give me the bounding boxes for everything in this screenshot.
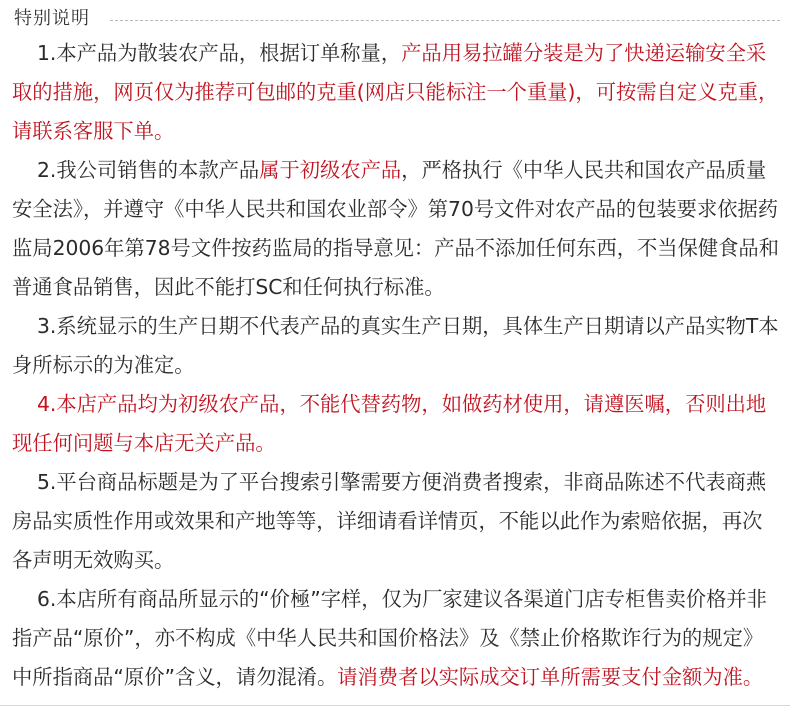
notice-body bbox=[12, 34, 782, 697]
paragraph-6-segment-1: 6.本店所有商品所显示的“价極”字样，仅为厂家建议各渠道门店专柜售卖价格并非指产品“原价”，亦不构成《中华人民共和国价格法》及《禁止价格欺诈行为的规定》中所指商品“原价”含义，请勿混淆。 bbox=[12, 587, 767, 689]
paragraph-1-segment-1: 1.本产品为散装农产品，根据订单称量， bbox=[37, 41, 402, 65]
paragraph-4-highlight: 4.本店产品均为初级农产品，不能代替药物，如做药材使用，请遵医嘱，否则出地现任何问题与本店无关产品。 bbox=[12, 392, 767, 455]
paragraph-6-highlight: 请消费者以实际成交订单所需要支付金额为准。 bbox=[337, 665, 764, 689]
notice-paragraph-4 bbox=[12, 385, 782, 463]
notice-paragraph-6 bbox=[12, 580, 782, 697]
paragraph-3-segment-1: 3.系统显示的生产日期不代表产品的真实生产日期，具体生产日期请以产品实物T本身所标示的为准定。 bbox=[12, 314, 779, 377]
paragraph-5-segment-1: 5.平台商品标题是为了平台搜索引擎需要方便消费者搜索，非商品陈述不代表商燕房品实质性作用或效果和产地等等，详细请看详情页，不能以此作为索赔依据，再次各声明无效购买。 bbox=[12, 470, 767, 572]
paragraph-1-highlight: 产品用易拉罐分装是为了快递运输安全采取的措施，网页仅为推荐可包邮的克重(网店只能标注一个重量)，可按需自定义克重，请联系客服下单。 bbox=[12, 41, 779, 143]
notice-paragraph-3 bbox=[12, 307, 782, 385]
section-title: 特别说明 bbox=[14, 8, 90, 29]
notice-paragraph-5 bbox=[12, 463, 782, 580]
dashed-divider bbox=[110, 20, 780, 21]
paragraph-2-segment-3: ，严格执行《中华人民共和国农产品质量安全法》，并遵守《中华人民共和国农业部令》第70号文件对农产品的包装要求依据药监局2006年第78号文件按药监局的指导意见：产品不添加任何东西，不当保健食品和普通食品销售，因此不能打SC和任何执行标准。 bbox=[12, 158, 779, 299]
section-header bbox=[14, 6, 784, 32]
paragraph-2-segment-1: 2.我公司销售的本款产品 bbox=[37, 158, 260, 182]
notice-paragraph-2 bbox=[12, 151, 782, 307]
bottom-border bbox=[0, 705, 790, 706]
paragraph-2-highlight: 属于初级农产品 bbox=[259, 158, 402, 182]
notice-paragraph-1 bbox=[12, 34, 782, 151]
